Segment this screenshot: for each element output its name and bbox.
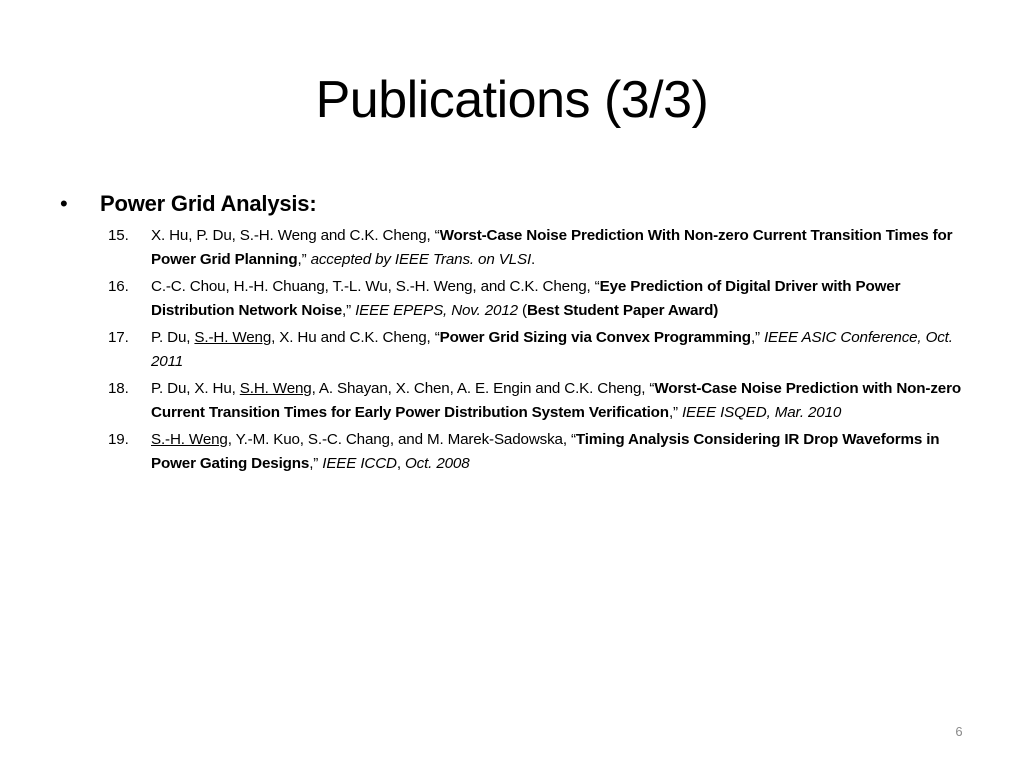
publication-number: 16.: [108, 278, 129, 295]
punctuation: ,”: [750, 329, 764, 346]
authors: P. Du,: [151, 329, 195, 346]
venue: IEEE ASIC Conference, Oct. 2011: [151, 329, 953, 370]
punctuation: ,”: [297, 251, 311, 268]
publication-entry: [151, 326, 978, 374]
self-author: S.-H. Weng: [194, 329, 272, 346]
publication-number: 15.: [108, 227, 129, 244]
punctuation: ,: [396, 455, 405, 472]
publication-number: 19.: [108, 431, 129, 448]
publication-item: [108, 326, 978, 374]
section-bullet: [60, 188, 316, 220]
punctuation: ,”: [309, 455, 323, 472]
publication-entry: [151, 224, 978, 272]
publication-item: [108, 275, 978, 323]
publication-item: [108, 428, 978, 476]
publication-number: 18.: [108, 380, 129, 397]
publication-list: [108, 224, 978, 479]
publication-entry: [151, 377, 978, 425]
page-number: 6: [955, 724, 963, 739]
venue: IEEE EPEPS, Nov. 2012: [355, 302, 518, 319]
authors: , X. Hu and C.K. Cheng, “: [271, 329, 440, 346]
publication-item: [108, 224, 978, 272]
paper-title: Eye Prediction of Digital Driver with Power Distribution Network Noise: [151, 278, 901, 319]
section-heading: Power Grid Analysis:: [100, 191, 317, 216]
self-author: S.H. Weng: [239, 380, 312, 397]
venue: accepted by IEEE Trans. on VLSI: [310, 251, 532, 268]
self-author: S.-H. Weng: [151, 431, 228, 448]
paper-title: Timing Analysis Considering IR Drop Waveforms in Power Gating Designs: [151, 431, 940, 472]
publication-number: 17.: [108, 329, 129, 346]
bullet-icon: •: [60, 191, 68, 216]
authors: , Y.-M. Kuo, S.-C. Chang, and M. Marek-Sadowska, “: [227, 431, 576, 448]
punctuation: .: [531, 251, 536, 268]
punctuation: ,”: [342, 302, 356, 319]
authors: , A. Shayan, X. Chen, A. E. Engin and C.K. Cheng, “: [311, 380, 655, 397]
punctuation: ,”: [668, 404, 682, 421]
authors: P. Du, X. Hu,: [151, 380, 240, 397]
authors: X. Hu, P. Du, S.-H. Weng and C.K. Cheng, “: [151, 227, 440, 244]
publication-entry: [151, 275, 978, 323]
publication-entry: [151, 428, 978, 476]
venue: IEEE ICCD: [322, 455, 397, 472]
paper-title: Worst-Case Noise Prediction With Non-zero Current Transition Times for Power Grid Planning: [151, 227, 953, 268]
authors: C.-C. Chou, H.-H. Chuang, T.-L. Wu, S.-H. Weng, and C.K. Cheng, “: [151, 278, 600, 295]
award: Best Student Paper Award): [526, 302, 719, 319]
punctuation: (: [517, 302, 527, 319]
paper-title: Power Grid Sizing via Convex Programming: [439, 329, 751, 346]
publication-item: [108, 377, 978, 425]
paper-title: Worst-Case Noise Prediction with Non-zero Current Transition Times for Early Power Distribution System Verification: [151, 380, 961, 421]
venue-date: Oct. 2008: [405, 455, 470, 472]
slide-title: Publications (3/3): [315, 71, 709, 129]
venue: IEEE ISQED, Mar. 2010: [681, 404, 842, 421]
